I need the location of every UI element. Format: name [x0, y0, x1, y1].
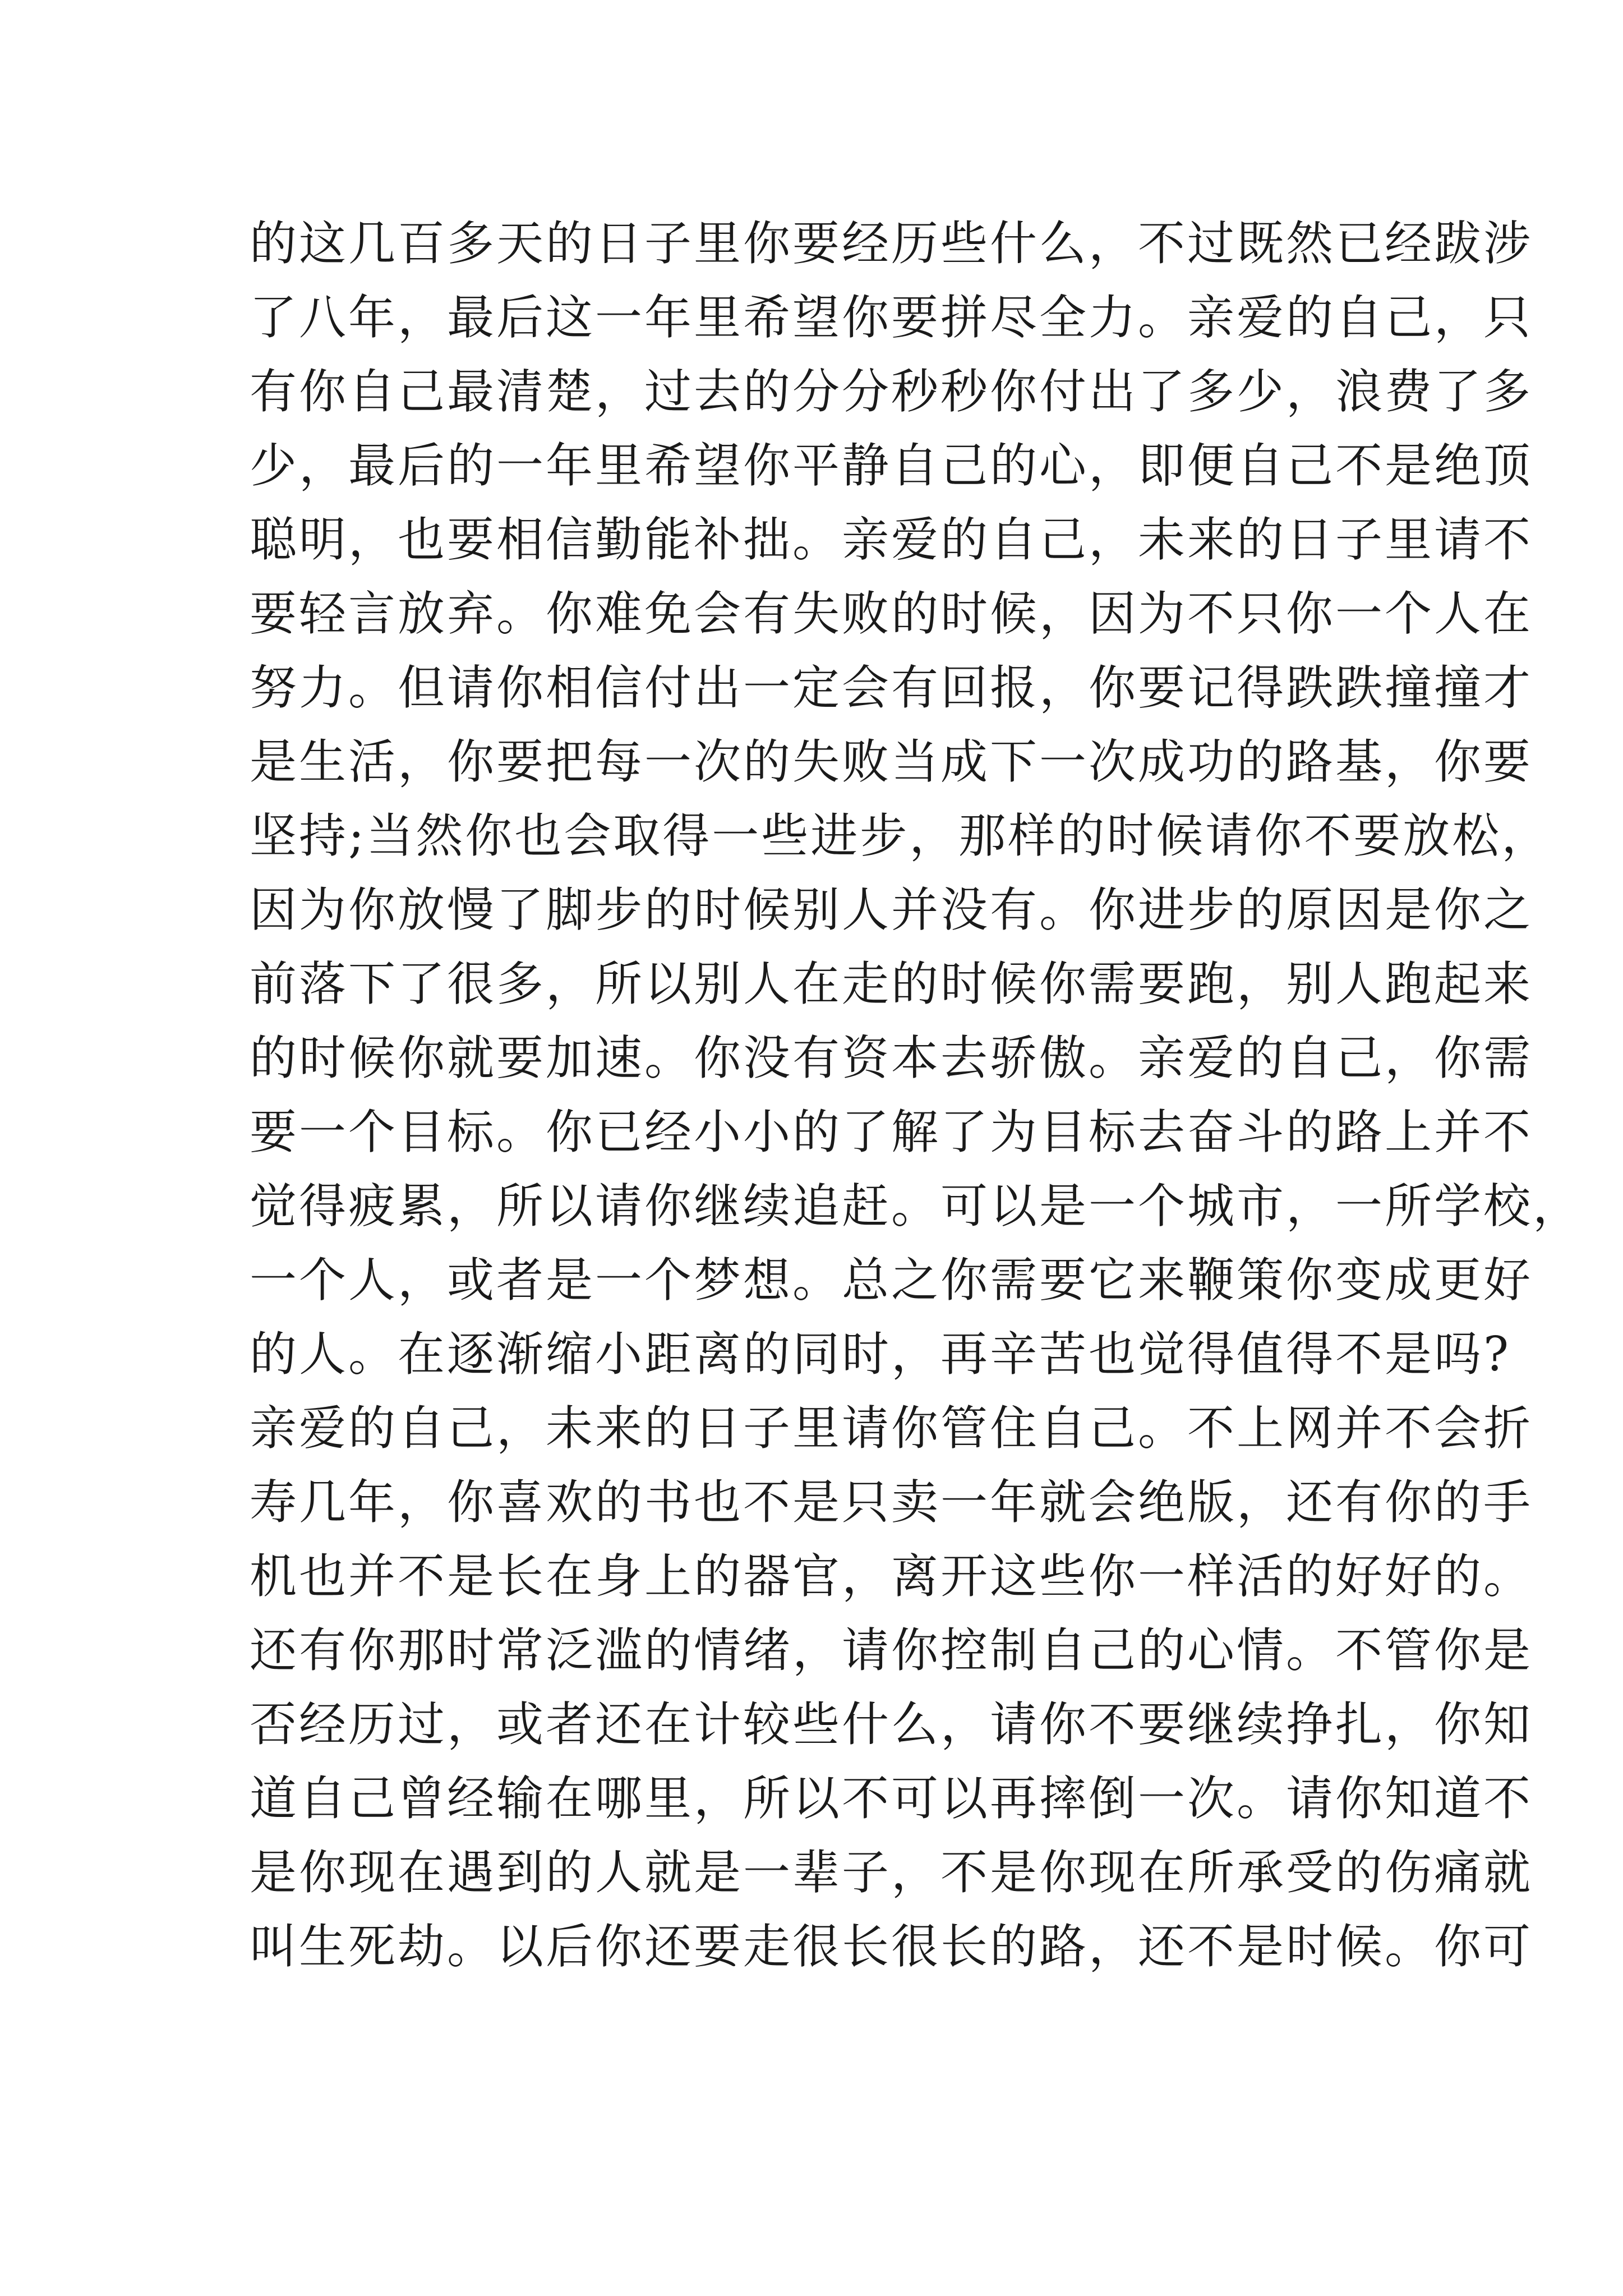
text-line: 亲爱的自己，未来的日子里请你管住自己。不上网并不会折 — [250, 1401, 1533, 1456]
text-line: 的人。在逐渐缩小距离的同时，再辛苦也觉得值得不是吗? — [250, 1327, 1511, 1382]
text-line: 机也并不是长在身上的器官，离开这些你一样活的好好的。 — [250, 1549, 1533, 1604]
text-line: 否经历过，或者还在计较些什么，请你不要继续挣扎，你知 — [250, 1697, 1533, 1752]
text-line: 觉得疲累，所以请你继续追赶。可以是一个城市，一所学校， — [250, 1179, 1583, 1234]
text-line: 一个人，或者是一个梦想。总之你需要它来鞭策你变成更好 — [250, 1253, 1533, 1308]
text-line: 前落下了很多，所以别人在走的时候你需要跑，别人跑起来 — [250, 956, 1533, 1011]
text-line: 寿几年，你喜欢的书也不是只卖一年就会绝版，还有你的手 — [250, 1475, 1533, 1530]
text-line: 叫生死劫。以后你还要走很长很长的路，还不是时候。你可 — [250, 1919, 1533, 1974]
text-line: 少，最后的一年里希望你平静自己的心，即便自己不是绝顶 — [250, 438, 1533, 493]
text-line: 坚持;当然你也会取得一些进步，那样的时候请你不要放松， — [250, 808, 1551, 863]
text-line: 是你现在遇到的人就是一辈子，不是你现在所承受的伤痛就 — [250, 1845, 1533, 1900]
text-line: 努力。但请你相信付出一定会有回报，你要记得跌跌撞撞才 — [250, 660, 1533, 715]
text-line: 要轻言放弃。你难免会有失败的时候，因为不只你一个人在 — [250, 586, 1533, 641]
body-text — [250, 206, 1583, 1984]
text-line: 道自己曾经输在哪里，所以不可以再摔倒一次。请你知道不 — [250, 1771, 1533, 1826]
text-line: 聪明，也要相信勤能补拙。亲爱的自己，未来的日子里请不 — [250, 512, 1533, 567]
text-line: 是生活，你要把每一次的失败当成下一次成功的路基，你要 — [250, 734, 1533, 789]
text-line: 因为你放慢了脚步的时候别人并没有。你进步的原因是你之 — [250, 882, 1533, 937]
text-line: 的这几百多天的日子里你要经历些什么，不过既然已经跋涉 — [250, 216, 1533, 271]
text-line: 了八年，最后这一年里希望你要拼尽全力。亲爱的自己，只 — [250, 290, 1533, 345]
text-line: 要一个目标。你已经小小的了解了为目标去奋斗的路上并不 — [250, 1105, 1533, 1159]
text-line: 还有你那时常泛滥的情绪，请你控制自己的心情。不管你是 — [250, 1623, 1533, 1678]
text-line: 的时候你就要加速。你没有资本去骄傲。亲爱的自己，你需 — [250, 1030, 1533, 1085]
text-line: 有你自己最清楚，过去的分分秒秒你付出了多少，浪费了多 — [250, 364, 1533, 419]
